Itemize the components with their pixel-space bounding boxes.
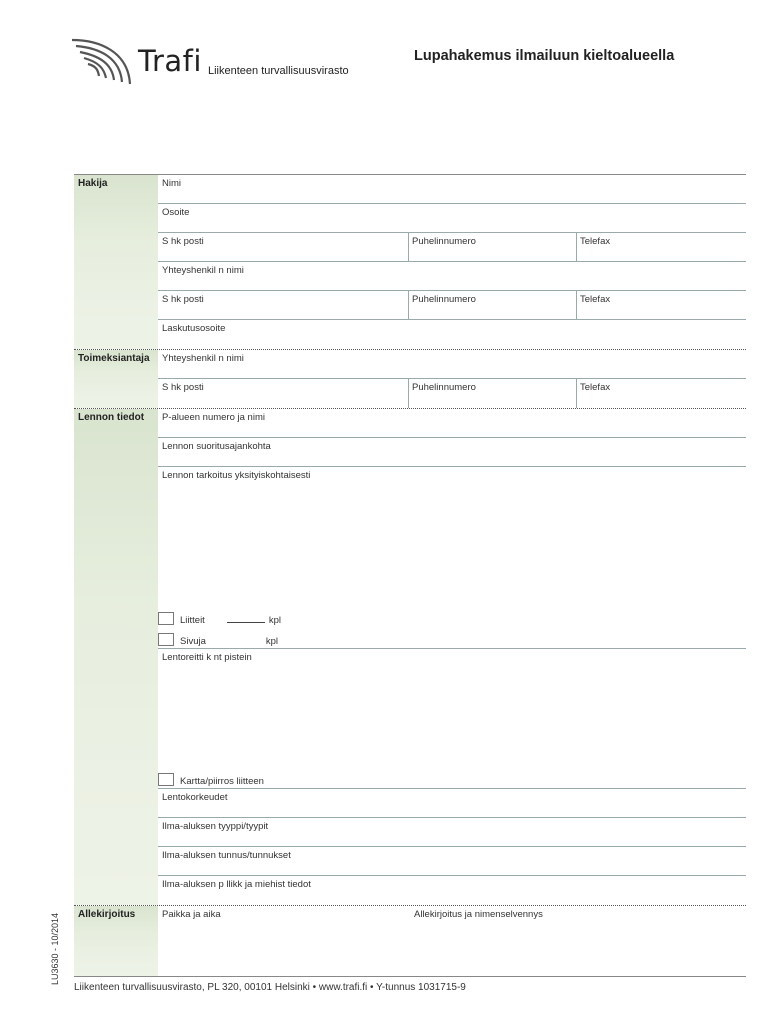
section-lennon-tiedot bbox=[74, 408, 746, 905]
signature-row bbox=[158, 906, 746, 976]
section-label: Lennon tiedot bbox=[74, 409, 158, 905]
field-fax[interactable]: Telefax bbox=[580, 236, 611, 247]
attachments-line bbox=[180, 614, 281, 626]
section-hakija bbox=[74, 174, 746, 349]
field-lentokorkeudet[interactable] bbox=[158, 789, 746, 818]
field-email[interactable]: S hk posti bbox=[162, 236, 204, 247]
field-email[interactable]: S hk posti bbox=[162, 382, 204, 393]
field-yhteyshenkilo[interactable] bbox=[158, 262, 746, 291]
application-form bbox=[74, 174, 746, 976]
divider bbox=[576, 233, 577, 261]
pages-unit: kpl bbox=[265, 636, 279, 647]
divider bbox=[408, 233, 409, 261]
agency-name: Liikenteen turvallisuusvirasto bbox=[208, 65, 349, 77]
divider bbox=[408, 379, 409, 408]
attachments-count-blank[interactable] bbox=[227, 614, 265, 623]
field-label: Yhteyshenkil n nimi bbox=[162, 353, 244, 364]
field-label: Lennon suoritusajankohta bbox=[162, 441, 271, 452]
field-osoite[interactable] bbox=[158, 204, 746, 233]
contact-row bbox=[158, 379, 746, 408]
field-phone[interactable]: Puhelinnumero bbox=[412, 236, 476, 247]
field-label: Laskutusosoite bbox=[162, 323, 226, 334]
section-toimeksiantaja bbox=[74, 349, 746, 408]
field-tarkoitus[interactable] bbox=[158, 467, 746, 649]
divider bbox=[576, 291, 577, 319]
pages-line bbox=[180, 636, 278, 647]
map-label: Kartta/piirros liitteen bbox=[180, 776, 264, 787]
field-fax[interactable]: Telefax bbox=[580, 294, 611, 305]
field-yhteyshenkilo[interactable] bbox=[158, 350, 746, 379]
field-label: Ilma-aluksen p llikk ja miehist tiedot bbox=[162, 879, 311, 890]
document-title: Lupahakemus ilmailuun kieltoalueella bbox=[414, 48, 675, 64]
attachments-label: Liitteit bbox=[180, 615, 205, 626]
section-label: Toimeksiantaja bbox=[74, 350, 158, 408]
field-place-date[interactable]: Paikka ja aika bbox=[162, 909, 221, 920]
field-phone[interactable]: Puhelinnumero bbox=[412, 382, 476, 393]
form-code: LU3630 - 10/2014 bbox=[50, 912, 60, 985]
attachments-checkbox[interactable] bbox=[158, 612, 174, 625]
field-label: P-alueen numero ja nimi bbox=[162, 412, 265, 423]
divider bbox=[576, 379, 577, 408]
field-email[interactable]: S hk posti bbox=[162, 294, 204, 305]
field-nimi[interactable] bbox=[158, 175, 746, 204]
pages-label: Sivuja bbox=[180, 636, 206, 647]
logo-wordmark: Trafi bbox=[138, 44, 202, 78]
section-allekirjoitus bbox=[74, 905, 746, 976]
field-tyyppi[interactable] bbox=[158, 818, 746, 847]
contact-row bbox=[158, 291, 746, 320]
field-label: Lennon tarkoitus yksityiskohtaisesti bbox=[162, 470, 311, 481]
field-label: Ilma-aluksen tunnus/tunnukset bbox=[162, 850, 291, 861]
divider bbox=[408, 291, 409, 319]
section-label: Allekirjoitus bbox=[74, 906, 158, 976]
section-label: Hakija bbox=[74, 175, 158, 349]
field-signature[interactable]: Allekirjoitus ja nimenselvennys bbox=[414, 909, 543, 920]
map-checkbox[interactable] bbox=[158, 773, 174, 786]
attachments-unit: kpl bbox=[268, 615, 281, 626]
field-laskutusosoite[interactable] bbox=[158, 320, 746, 349]
field-p-alue[interactable] bbox=[158, 409, 746, 438]
field-lentoreitti[interactable] bbox=[158, 649, 746, 789]
field-paallikko[interactable] bbox=[158, 876, 746, 905]
field-label: Lentoreitti k nt pistein bbox=[162, 652, 252, 663]
field-label: Yhteyshenkil n nimi bbox=[162, 265, 244, 276]
footer-address: Liikenteen turvallisuusvirasto, PL 320, 00101 Helsinki • www.trafi.fi • Y-tunnus 1031715-9 bbox=[74, 976, 746, 993]
field-suoritusajankohta[interactable] bbox=[158, 438, 746, 467]
field-label: Nimi bbox=[162, 178, 181, 189]
pages-checkbox[interactable] bbox=[158, 633, 174, 646]
field-label: Lentokorkeudet bbox=[162, 792, 228, 803]
field-fax[interactable]: Telefax bbox=[580, 382, 611, 393]
field-tunnus[interactable] bbox=[158, 847, 746, 876]
contact-row bbox=[158, 233, 746, 262]
field-label: Osoite bbox=[162, 207, 190, 218]
field-label: Ilma-aluksen tyyppi/tyypit bbox=[162, 821, 269, 832]
field-phone[interactable]: Puhelinnumero bbox=[412, 294, 476, 305]
